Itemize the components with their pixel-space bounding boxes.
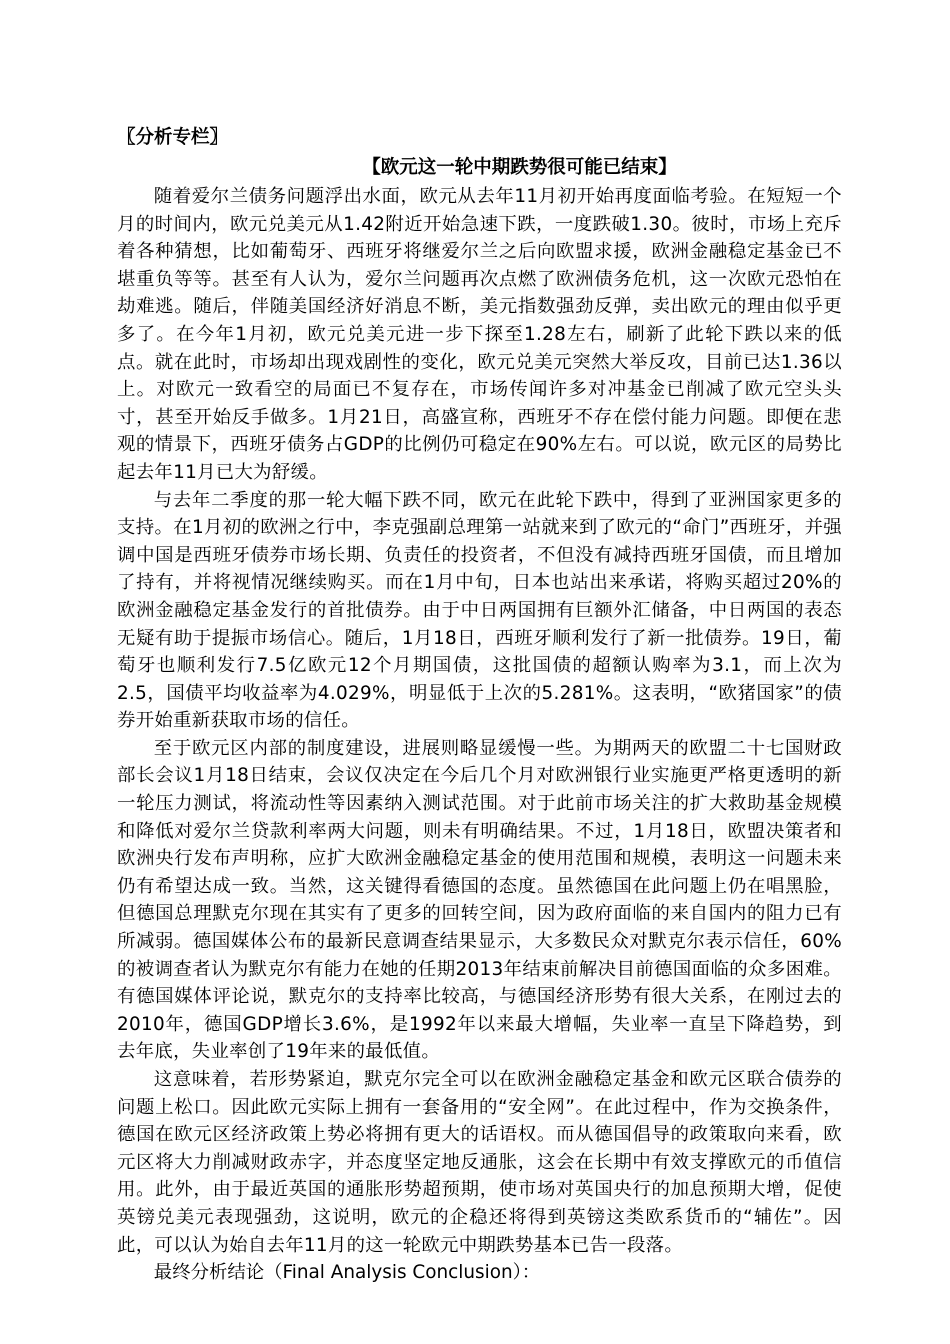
section-label: 〖分析专栏〗 [117, 127, 229, 148]
article-title: 【欧元这一轮中期跌势很可能已结束】 [362, 157, 677, 178]
paragraph: 随着爱尔兰债务问题浮出水面，欧元从去年11月初开始再度面临考验。在短短一个月的时间内，欧元兑美元从1.42附近开始急速下跌，一度跌破1.30。彼时，市场上充斥着各种猜想，比如葡萄牙、西班牙将继爱尔兰之后向欧盟求援，欧洲金融稳定基金已不堪重负等等。甚至有人认为，爱尔兰问题再次点燃了欧洲债务危机，这一次欧元恐怕在劫难逃。随后，伴随美国经济好消息不断，美元指数强劲反弹，卖出欧元的理由似乎更多了。在今年1月初，欧元兑美元进一步下探至1.28左右，刷新了此轮下跌以来的低点。就在此时，市场却出现戏剧性的变化，欧元兑美元突然大举反攻，目前已达1.36以上。对欧元一致看空的局面已不复存在，市场传闻许多对冲基金已削减了欧元空头头寸，甚至开始反手做多。1月21日，高盛宣称，西班牙不存在偿付能力问题。即便在悲观的情景下，西班牙债务占GDP的比例仍可稳定在90%左右。可以说，欧元区的局势比起去年11月已大为舒缓。 [117, 186, 842, 483]
paragraph: 与去年二季度的那一轮大幅下跌不同，欧元在此轮下跌中，得到了亚洲国家更多的支持。在1月初的欧洲之行中，李克强副总理第一站就来到了欧元的“命门”西班牙，并强调中国是西班牙债券市场长期、负责任的投资者，不但没有减持西班牙国债，而且增加了持有，并将视情况继续购买。而在1月中旬，日本也站出来承诺，将购买超过20%的欧洲金融稳定基金发行的首批债券。由于中日两国拥有巨额外汇储备，中日两国的表态无疑有助于提振市场信心。随后，1月18日，西班牙顺利发行了新一批债券。19日，葡萄牙也顺利发行7.5亿欧元12个月期国债，这批国债的超额认购率为3.1，而上次为2.5，国债平均收益率为4.029%，明显低于上次的5.281%。这表明，“欧猪国家”的债券开始重新获取市场的信任。 [117, 489, 842, 732]
conclusion-heading: 最终分析结论（Final Analysis Conclusion）： [153, 1262, 541, 1284]
document-page [117, 123, 842, 1287]
paragraph: 至于欧元区内部的制度建设，进展则略显缓慢一些。为期两天的欧盟二十七国财政部长会议1月18日结束，会议仅决定在今后几个月对欧洲银行业实施更严格更透明的新一轮压力测试，将流动性等因素纳入测试范围。对于此前市场关注的扩大救助基金规模和降低对爱尔兰贷款利率两大问题，则未有明确结果。不过，1月18日，欧盟决策者和欧洲央行发布声明称，应扩大欧洲金融稳定基金的使用范围和规模，表明这一问题未来仍有希望达成一致。当然，这关键得看德国的态度。虽然德国在此问题上仍在唱黑脸，但德国总理默克尔现在其实有了更多的回转空间，因为政府面临的来自国内的阻力已有所减弱。德国媒体公布的最新民意调查结果显示，大多数民众对默克尔表示信任，60%的被调查者认为默克尔有能力在她的任期2013年结束前解决目前德国面临的众多困难。有德国媒体评论说，默克尔的支持率比较高，与德国经济形势有很大关系，在刚过去的2010年，德国GDP增长3.6%，是1992年以来最大增幅，失业率一直呈下降趋势，到去年底，失业率创了19年来的最低值。 [117, 737, 842, 1063]
paragraph: 这意味着，若形势紧迫，默克尔完全可以在欧洲金融稳定基金和欧元区联合债券的问题上松口。因此欧元实际上拥有一套备用的“安全网”。在此过程中，作为交换条件，德国在欧元区经济政策上势必将拥有更大的话语权。而从德国倡导的政策取向来看，欧元区将大力削减财政赤字，并态度坚定地反通胀，这会在长期中有效支撑欧元的币值信用。此外，由于最近英国的通胀形势超预期，使市场对英国央行的加息预期大增，促使英镑兑美元表现强劲，这说明，欧元的企稳还将得到英镑这类欧系货币的“辅佐”。因此，可以认为始自去年11月的这一轮欧元中期跌势基本已告一段落。 [117, 1069, 842, 1256]
